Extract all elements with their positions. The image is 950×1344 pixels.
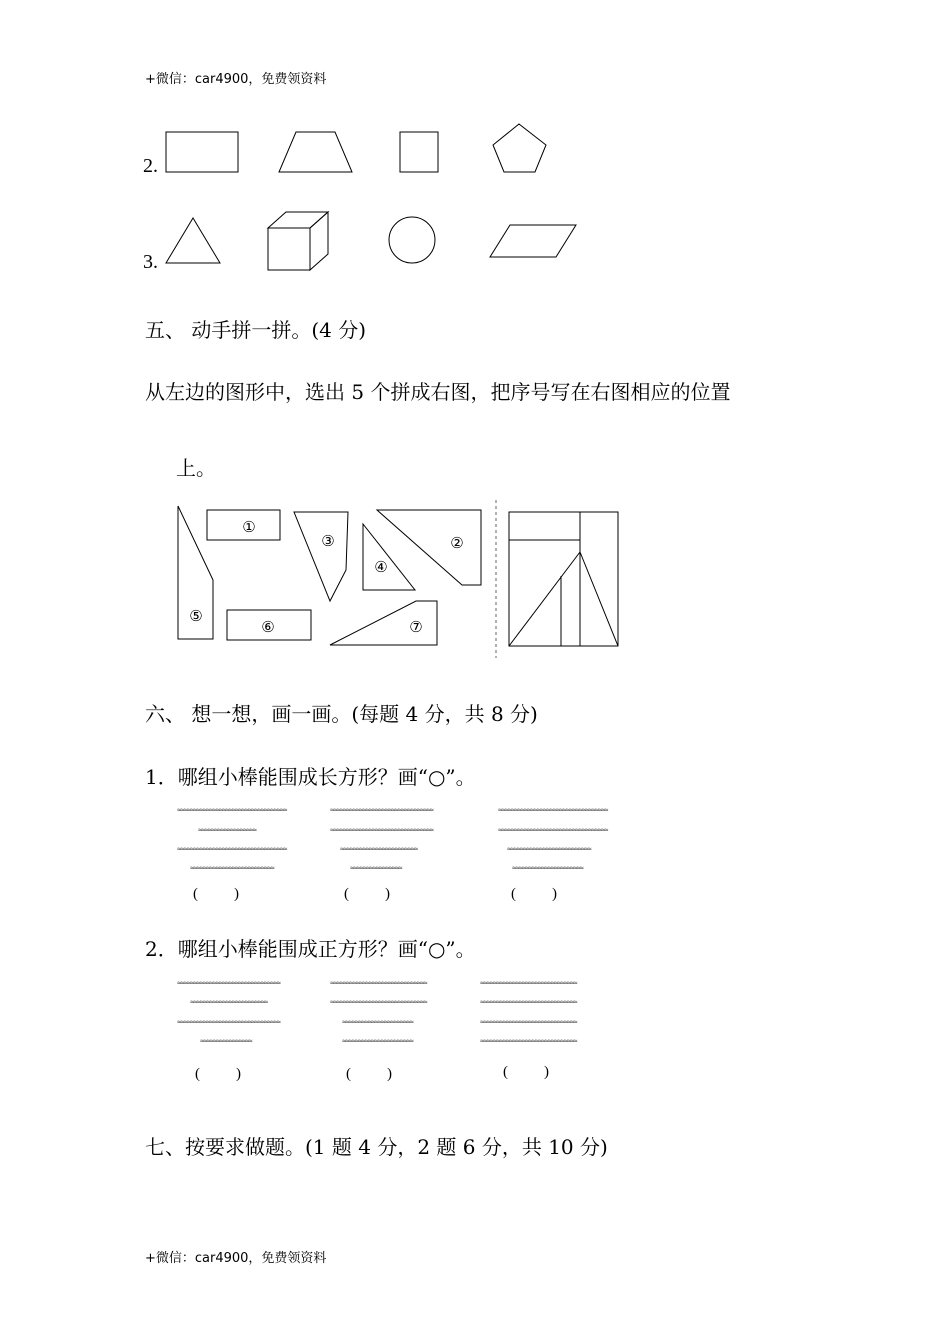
row-2-label: 2. [143, 155, 158, 177]
q2-group-a-stick-4: ≈≈≈≈≈≈≈≈≈≈≈≈≈≈≈≈ [200, 1037, 252, 1045]
q1-answer-a[interactable]: ( ) [193, 886, 239, 902]
question-1: 1．哪组小棒能围成长方形？画“○”。 [145, 765, 476, 789]
q1-group-c-stick-1: ≈≈≈≈≈≈≈≈≈≈≈≈≈≈≈≈≈≈≈≈≈≈≈≈≈≈≈≈≈≈≈≈≈≈ [498, 806, 608, 814]
watermark-bottom: +微信：car4900，免费领资料 [145, 1251, 327, 1266]
piece-1-label: ① [242, 518, 256, 536]
section-5-title: 五、 动手拼一拼。(4 分) [145, 318, 367, 342]
cube-shape [268, 212, 328, 270]
target-figure-outline [509, 512, 618, 646]
piece-6-label: ⑥ [261, 618, 275, 636]
piece-3-shape [294, 512, 348, 601]
q2-group-b-stick-3: ≈≈≈≈≈≈≈≈≈≈≈≈≈≈≈≈≈≈≈≈≈≈ [342, 1018, 413, 1026]
q2-group-a-stick-3: ≈≈≈≈≈≈≈≈≈≈≈≈≈≈≈≈≈≈≈≈≈≈≈≈≈≈≈≈≈≈≈≈ [177, 1018, 280, 1026]
circle-shape [389, 217, 435, 263]
q1-answer-c[interactable]: ( ) [511, 886, 557, 902]
q1-group-b-stick-3: ≈≈≈≈≈≈≈≈≈≈≈≈≈≈≈≈≈≈≈≈≈≈≈≈ [340, 845, 418, 853]
q2-group-a-stick-2: ≈≈≈≈≈≈≈≈≈≈≈≈≈≈≈≈≈≈≈≈≈≈≈≈ [190, 998, 268, 1006]
puzzle-figure [0, 490, 950, 670]
q1-group-b-stick-2: ≈≈≈≈≈≈≈≈≈≈≈≈≈≈≈≈≈≈≈≈≈≈≈≈≈≈≈≈≈≈≈≈ [330, 826, 433, 834]
q2-group-b-stick-4: ≈≈≈≈≈≈≈≈≈≈≈≈≈≈≈≈≈≈≈≈≈≈ [342, 1037, 413, 1045]
section-6-title: 六、 想一想，画一画。(每题 4 分，共 8 分) [145, 702, 538, 726]
watermark-top: +微信：car4900，免费领资料 [145, 72, 327, 87]
q2-group-a-stick-1: ≈≈≈≈≈≈≈≈≈≈≈≈≈≈≈≈≈≈≈≈≈≈≈≈≈≈≈≈≈≈≈≈ [177, 979, 280, 987]
piece-3-label: ③ [321, 532, 335, 550]
q1-group-b-stick-1: ≈≈≈≈≈≈≈≈≈≈≈≈≈≈≈≈≈≈≈≈≈≈≈≈≈≈≈≈≈≈≈≈ [330, 806, 433, 814]
q1-group-a-stick-4: ≈≈≈≈≈≈≈≈≈≈≈≈≈≈≈≈≈≈≈≈≈≈≈≈≈≈ [190, 864, 274, 872]
question-2: 2．哪组小棒能围成正方形？画“○”。 [145, 937, 476, 961]
q2-answer-b[interactable]: ( ) [346, 1066, 392, 1082]
q1-group-b-stick-4: ≈≈≈≈≈≈≈≈≈≈≈≈≈≈≈≈ [350, 864, 402, 872]
piece-2-shape [377, 510, 481, 585]
q2-answer-a[interactable]: ( ) [195, 1066, 241, 1082]
pentagon-shape [493, 124, 546, 172]
section-5-instruction-line2: 上。 [176, 456, 216, 480]
q1-answer-b[interactable]: ( ) [344, 886, 390, 902]
trapezoid-shape [279, 132, 352, 172]
parallelogram-shape [490, 225, 576, 257]
section-5-instruction-line1: 从左边的图形中，选出 5 个拼成右图，把序号写在右图相应的位置 [145, 380, 731, 404]
q2-group-c-stick-3: ≈≈≈≈≈≈≈≈≈≈≈≈≈≈≈≈≈≈≈≈≈≈≈≈≈≈≈≈≈≈ [480, 1018, 577, 1026]
piece-2-label: ② [450, 534, 464, 552]
q1-group-a-stick-2: ≈≈≈≈≈≈≈≈≈≈≈≈≈≈≈≈≈≈ [198, 826, 256, 834]
q1-group-c-stick-3: ≈≈≈≈≈≈≈≈≈≈≈≈≈≈≈≈≈≈≈≈≈≈≈≈≈≈ [507, 845, 591, 853]
q1-group-c-stick-2: ≈≈≈≈≈≈≈≈≈≈≈≈≈≈≈≈≈≈≈≈≈≈≈≈≈≈≈≈≈≈≈≈≈≈ [498, 826, 608, 834]
q2-group-c-stick-4: ≈≈≈≈≈≈≈≈≈≈≈≈≈≈≈≈≈≈≈≈≈≈≈≈≈≈≈≈≈≈ [480, 1037, 577, 1045]
q1-group-c-stick-4: ≈≈≈≈≈≈≈≈≈≈≈≈≈≈≈≈≈≈≈≈≈≈ [512, 864, 583, 872]
q2-group-b-stick-1: ≈≈≈≈≈≈≈≈≈≈≈≈≈≈≈≈≈≈≈≈≈≈≈≈≈≈≈≈≈≈ [330, 979, 427, 987]
piece-7-label: ⑦ [409, 618, 423, 636]
square-shape [400, 132, 438, 172]
piece-4-label: ④ [374, 558, 388, 576]
row-3-label: 3. [143, 251, 158, 273]
section-7-title: 七、按要求做题。(1 题 4 分，2 题 6 分，共 10 分) [145, 1135, 608, 1159]
q2-group-b-stick-2: ≈≈≈≈≈≈≈≈≈≈≈≈≈≈≈≈≈≈≈≈≈≈≈≈≈≈≈≈≈≈ [330, 998, 427, 1006]
q2-group-c-stick-1: ≈≈≈≈≈≈≈≈≈≈≈≈≈≈≈≈≈≈≈≈≈≈≈≈≈≈≈≈≈≈ [480, 979, 577, 987]
piece-5-label: ⑤ [189, 607, 203, 625]
triangle-shape [166, 218, 220, 263]
q1-group-a-stick-3: ≈≈≈≈≈≈≈≈≈≈≈≈≈≈≈≈≈≈≈≈≈≈≈≈≈≈≈≈≈≈≈≈≈≈ [177, 845, 287, 853]
piece-4-shape [363, 524, 415, 590]
rectangle-shape [166, 132, 238, 172]
q2-group-c-stick-2: ≈≈≈≈≈≈≈≈≈≈≈≈≈≈≈≈≈≈≈≈≈≈≈≈≈≈≈≈≈≈ [480, 998, 577, 1006]
q2-answer-c[interactable]: ( ) [503, 1064, 549, 1080]
q1-group-a-stick-1: ≈≈≈≈≈≈≈≈≈≈≈≈≈≈≈≈≈≈≈≈≈≈≈≈≈≈≈≈≈≈≈≈≈≈ [177, 806, 287, 814]
